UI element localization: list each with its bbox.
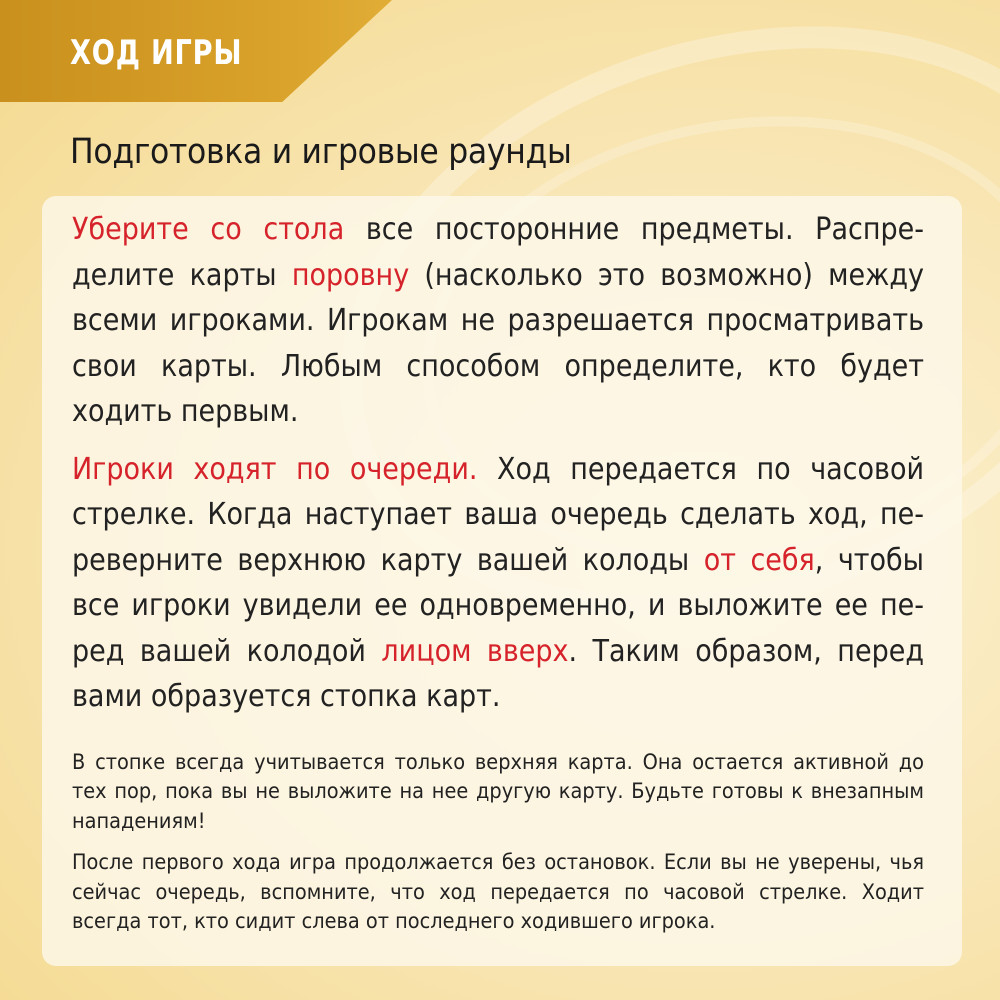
section-title: Подготовка и игровые раунды [70,132,572,172]
paragraph-text: (насколько это возможно) между всеми игроками. Игрокам не разрешается просматривать свои карты. Любым способом определите, кто будет ходить первым. [72,257,925,429]
banner-title: ХОД ИГРЫ [70,33,243,73]
highlight-away-from-you: от себя [703,542,815,578]
paragraph-turns [72,447,924,720]
paragraph-top-card: В стопке всегда учитывается только верхняя карта. Она остается активной до тех пор, пока вы не выложите на нее другую карту. Будьте готовы к внезапным нападениям! [72,749,924,834]
paragraph-text: . Таким образом, перед вами образуется стопка карт. [72,633,924,714]
paragraph-text: Ход передается по часовой стрелке. Когда наступает ваша очередь сделать ход, переверните верхнюю карту вашей колоды [72,451,924,578]
paragraph-text: все посторонние предметы. Распределите карты [72,212,924,293]
paragraph-continuation: После первого хода игра продолжается без остановок. Если вы не уверены, чья сейчас очередь, вспомните, что ход передается по часовой стрелке. Ходит всегда тот, кто сидит слева от последнего ходившего игрока. [72,850,924,934]
paragraph-text: , чтобы все игроки увидели ее одновременно, и выложите ее перед вашей колодой [72,542,924,669]
rules-text [72,207,924,949]
highlight-clear-table: Уберите со стола [72,212,345,247]
highlight-take-turns: Игроки ходят по очереди. [72,451,478,487]
highlight-equally: поровну [291,257,410,293]
paragraph-preparation [72,207,924,435]
highlight-face-up: лицом вверх [381,633,569,669]
